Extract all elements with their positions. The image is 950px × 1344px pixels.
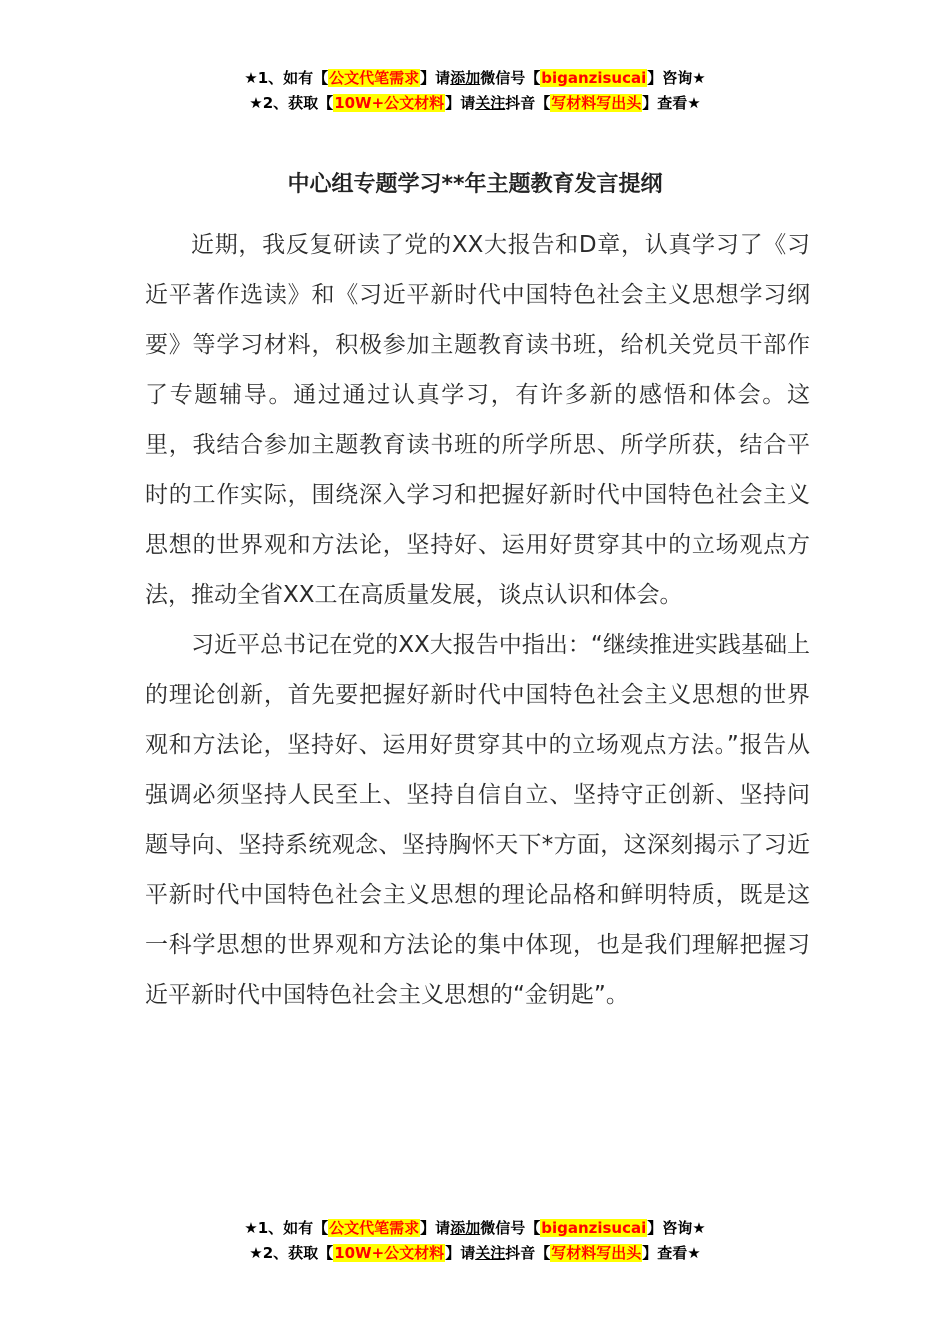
promo-text: 】请 bbox=[445, 1244, 476, 1262]
promo-text: ★2、获取【 bbox=[249, 1244, 334, 1262]
promo-text: ★1、如有【 bbox=[244, 1219, 329, 1237]
promo-line-1 bbox=[0, 1216, 950, 1241]
promo-text: 】查看★ bbox=[642, 1244, 701, 1262]
promo-text: ★2、获取【 bbox=[249, 94, 334, 112]
promo-text: 】查看★ bbox=[642, 94, 701, 112]
promo-highlight: 公文代笔需求 bbox=[329, 1219, 420, 1237]
promo-highlight: 写材料写出头 bbox=[551, 1244, 642, 1262]
promo-underlined-text: 添加 bbox=[450, 1219, 481, 1237]
paragraph: 习近平总书记在党的XX大报告中指出：“继续推进实践基础上的理论创新，首先要把握好新时代中国特色社会主义思想的世界观和方法论，坚持好、运用好贯穿其中的立场观点方法。”报告从强调必须坚持人民至上、坚持自信自立、坚持守正创新、坚持问题导向、坚持系统观念、坚持胸怀天下*方面，这深刻揭示了习近平新时代中国特色社会主义思想的理论品格和鲜明特质，既是这一科学思想的世界观和方法论的集中体现，也是我们理解把握习近平新时代中国特色社会主义思想的“金钥匙”。 bbox=[145, 632, 810, 1008]
promo-highlight: 写材料写出头 bbox=[551, 94, 642, 112]
promo-highlight: 公文代笔需求 bbox=[329, 69, 420, 87]
document-body bbox=[145, 220, 810, 1020]
promo-text: 抖音【 bbox=[505, 1244, 551, 1262]
promo-text: 微信号【 bbox=[480, 1219, 541, 1237]
promo-text: 】请 bbox=[445, 94, 476, 112]
promo-underlined-text: 关注 bbox=[475, 94, 506, 112]
promo-highlight: 10W+公文材料 bbox=[334, 94, 445, 112]
promo-line-2 bbox=[0, 91, 950, 116]
promo-line-1 bbox=[0, 66, 950, 91]
promo-underlined-text: 添加 bbox=[450, 69, 481, 87]
promo-underlined-text: 关注 bbox=[475, 1244, 506, 1262]
footer-promo-banner bbox=[0, 1216, 950, 1266]
document-title: 中心组专题学习**年主题教育发言提纲 bbox=[287, 171, 663, 197]
promo-text: 】请 bbox=[420, 69, 451, 87]
promo-text: 】请 bbox=[420, 1219, 451, 1237]
promo-highlight: biganzisucai bbox=[541, 69, 647, 87]
paragraph: 近期，我反复研读了党的XX大报告和D章，认真学习了《习近平著作选读》和《习近平新时代中国特色社会主义思想学习纲要》等学习材料，积极参加主题教育读书班，给机关党员干部作了专题辅导。通过通过认真学习，有许多新的感悟和体会。这里，我结合参加主题教育读书班的所学所思、所学所获，结合平时的工作实际，围绕深入学习和把握好新时代中国特色社会主义思想的世界观和方法论，坚持好、运用好贯穿其中的立场观点方法，推动全省XX工在高质量发展，谈点认识和体会。 bbox=[145, 232, 810, 608]
promo-text: 】咨询★ bbox=[647, 69, 706, 87]
promo-text: 微信号【 bbox=[480, 69, 541, 87]
promo-text: ★1、如有【 bbox=[244, 69, 329, 87]
promo-highlight: 10W+公文材料 bbox=[334, 1244, 445, 1262]
promo-text: 】咨询★ bbox=[647, 1219, 706, 1237]
promo-highlight: biganzisucai bbox=[541, 1219, 647, 1237]
promo-line-2 bbox=[0, 1241, 950, 1266]
promo-text: 抖音【 bbox=[505, 94, 551, 112]
header-promo-banner bbox=[0, 66, 950, 116]
